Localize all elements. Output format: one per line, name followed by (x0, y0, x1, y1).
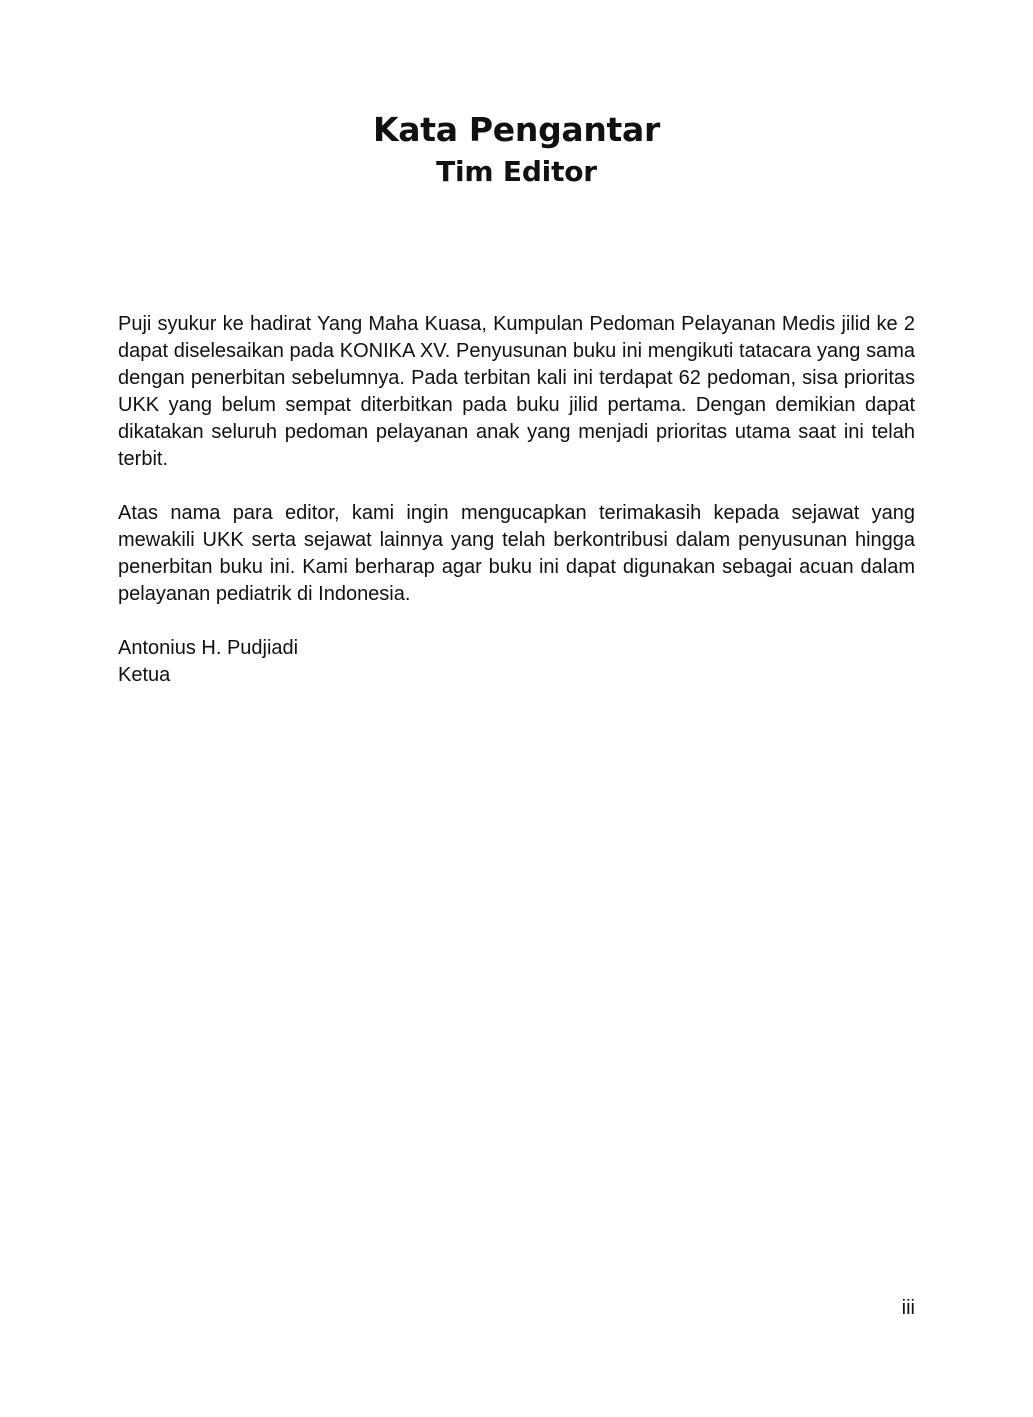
signature-name: Antonius H. Pudjiadi (118, 637, 299, 659)
signature-block (118, 635, 298, 689)
title-block (0, 108, 1033, 192)
page-title: Kata Pengantar (373, 110, 660, 149)
body-paragraph-2: Atas nama para editor, kami ingin mengucapkan terimakasih kepada sejawat yang mewakili UKK serta sejawat lainnya yang telah berkontribusi dalam penyusunan hingga penerbitan buku ini. Kami berharap agar buku ini dapat digunakan sebagai acuan dalam pelayanan pediatrik di Indonesia. (118, 502, 915, 605)
page-subtitle: Tim Editor (436, 155, 597, 188)
body-paragraph-1: Puji syukur ke hadirat Yang Maha Kuasa, Kumpulan Pedoman Pelayanan Medis jilid ke 2 dapat diselesaikan pada KONIKA XV. Penyusunan buku ini mengikuti tatacara yang sama dengan penerbitan sebelumnya. Pada terbitan kali ini terdapat 62 pedoman, sisa prioritas UKK yang belum sempat diterbitkan pada buku jilid pertama. Dengan demikian dapat dikatakan seluruh pedoman pelayanan anak yang menjadi prioritas utama saat ini telah terbit. (118, 313, 915, 470)
signature-role: Ketua (118, 664, 171, 686)
page-number: iii (901, 1297, 915, 1319)
